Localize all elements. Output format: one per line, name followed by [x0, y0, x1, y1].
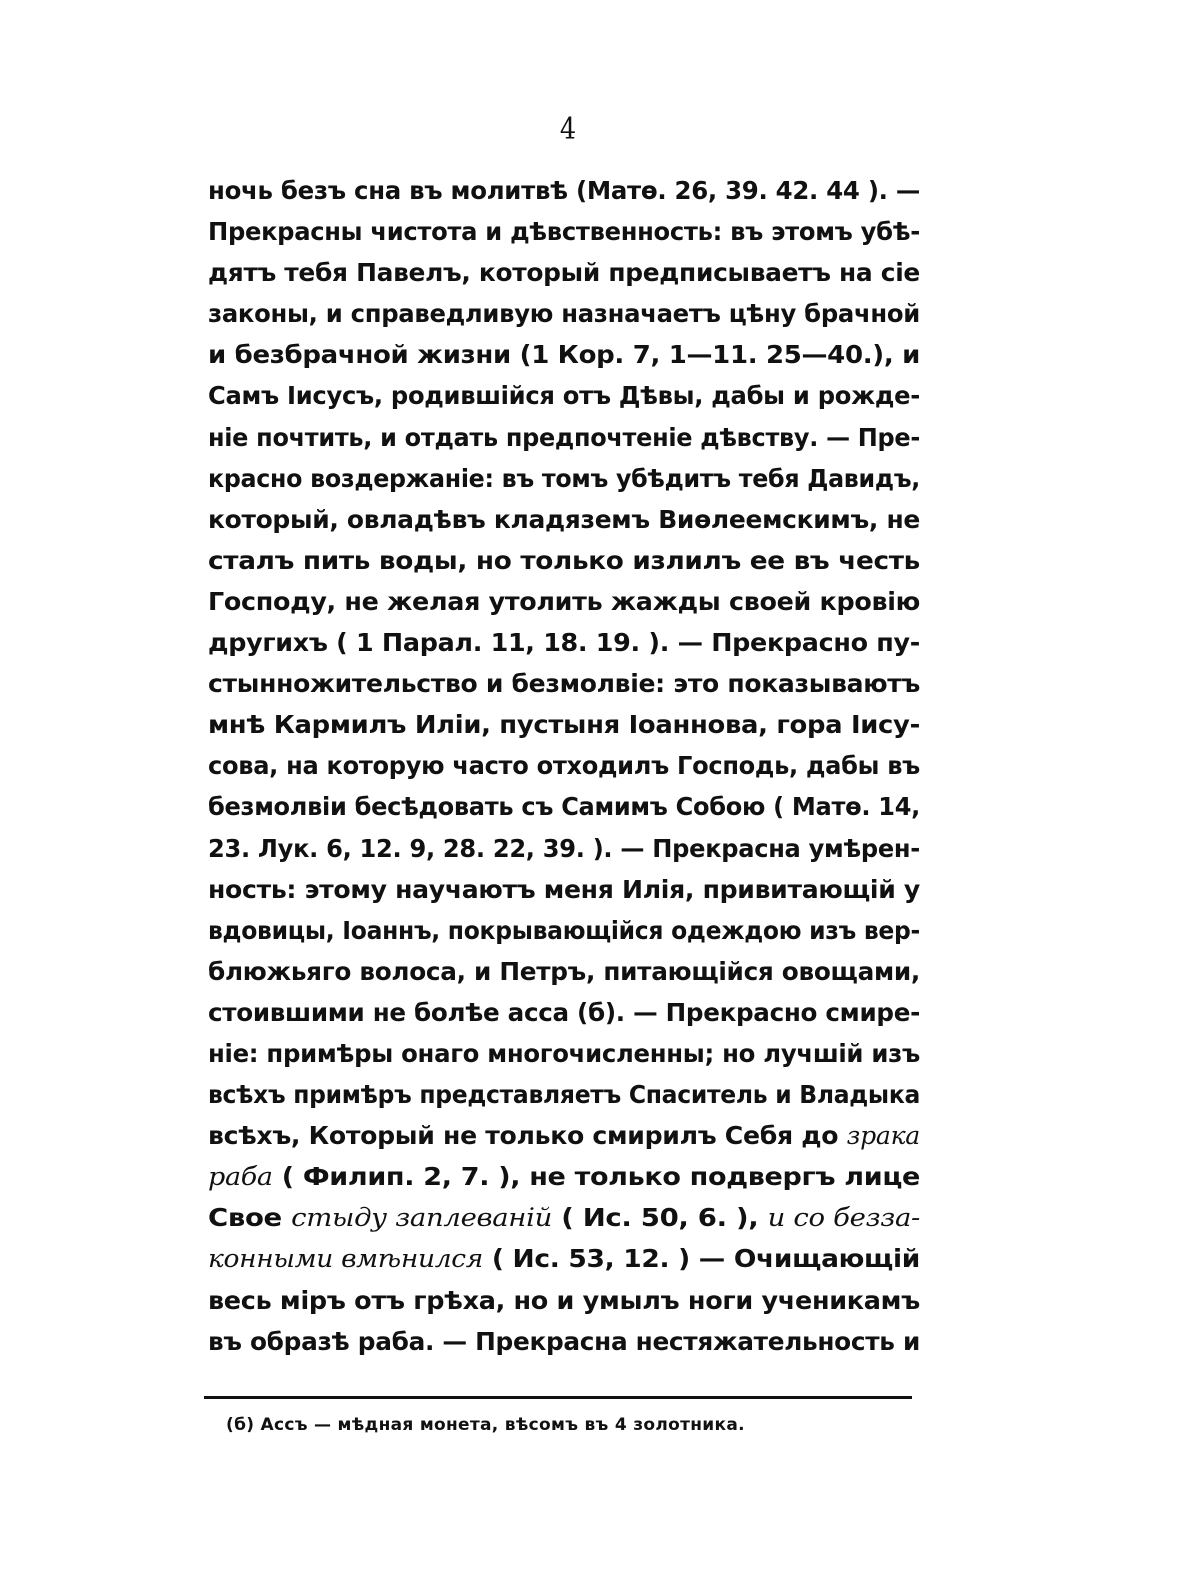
text-segment: который, овладѣвъ кладяземъ Виѳлеемскимъ, не: [208, 504, 920, 534]
text-line: [208, 745, 920, 786]
text-segment: ніе: примѣры онаго многочисленны; но лучшій изъ: [208, 1038, 920, 1068]
text-line: [208, 540, 920, 581]
text-line: [208, 869, 920, 910]
text-segment: и безбрачной жизни (1 Кор. 7, 1—11. 25—40.), и: [208, 340, 920, 370]
text-line: [208, 992, 920, 1033]
text-line: [208, 1238, 920, 1279]
text-line: [208, 252, 920, 293]
text-segment: Самъ Іисусъ, родившійся отъ Дѣвы, дабы и рожде-: [208, 381, 920, 411]
text-line: [208, 375, 920, 416]
text-segment: сова, на которую часто отходилъ Господь, дабы въ: [208, 751, 920, 781]
italic-quote: зрака: [846, 1121, 920, 1151]
text-line: [208, 704, 920, 745]
text-segment: ( Ис. 53, 12. ) — Очищающій: [482, 1244, 920, 1274]
text-line: [208, 334, 920, 375]
text-segment: 23. Лук. 6, 12. 9, 28. 22, 39. ). — Прекрасна умѣрен-: [208, 833, 920, 863]
text-line: [208, 1321, 920, 1362]
text-segment: весь міръ отъ грѣха, но и умылъ ноги ученикамъ: [208, 1285, 920, 1315]
text-line: [208, 1156, 920, 1197]
text-line: [208, 1280, 920, 1321]
text-line: [208, 499, 920, 540]
text-segment: блюжьяго волоса, и Петръ, питающійся овощами,: [208, 956, 920, 986]
italic-quote: и со безза-: [767, 1203, 920, 1233]
text-segment: ніе почтить, и отдать предпочтеніе дѣвству. — Пре-: [208, 422, 920, 452]
text-line: [208, 170, 920, 211]
text-segment: всѣхъ, Который не только смирилъ Себя до: [208, 1121, 847, 1151]
text-segment: дятъ тебя Павелъ, который предписываетъ на сіе: [208, 258, 920, 288]
text-line: [208, 910, 920, 951]
text-line: [208, 663, 920, 704]
text-line: [208, 417, 920, 458]
text-line: [208, 786, 920, 827]
text-segment: всѣхъ примѣръ представляетъ Спаситель и Владыка: [208, 1080, 920, 1110]
footnote: (б) Ассъ — мѣдная монета, вѣсомъ въ 4 золотника.: [226, 1415, 745, 1435]
text-line: [208, 1197, 920, 1238]
footnote-divider: [204, 1396, 912, 1399]
text-segment: Господу, не желая утолить жажды своей кровію: [208, 586, 920, 616]
text-segment: законы, и справедливую назначаетъ цѣну брачной: [208, 299, 920, 329]
text-line: [208, 293, 920, 334]
text-line: [208, 1115, 920, 1156]
page-number: 4: [559, 112, 577, 147]
text-segment: вдовицы, Іоаннъ, покрывающійся одеждою изъ вер-: [208, 915, 920, 945]
text-segment: ночь безъ сна въ молитвѣ (Матѳ. 26, 39. 42. 44 ). —: [208, 176, 920, 205]
text-line: [208, 951, 920, 992]
text-segment: безмолвіи бесѣдовать съ Самимъ Собою ( Матѳ. 14,: [208, 792, 920, 822]
text-line: [208, 211, 920, 252]
text-segment: красно воздержаніе: въ томъ убѣдитъ тебя Давидъ,: [208, 463, 920, 493]
italic-quote: раба: [208, 1162, 273, 1192]
text-segment: другихъ ( 1 Парал. 11, 18. 19. ). — Прекрасно пу-: [208, 628, 920, 658]
italic-quote: стыду заплеваній: [291, 1203, 552, 1233]
text-line: [208, 1074, 920, 1115]
text-line: [208, 458, 920, 499]
text-segment: ( Филип. 2, 7. ), не только подвергъ лице: [272, 1162, 920, 1192]
text-segment: сталъ пить воды, но только излилъ ее въ честь: [208, 545, 920, 575]
text-segment: ( Ис. 50, 6. ),: [551, 1203, 768, 1233]
text-line: [208, 828, 920, 869]
text-segment: мнѣ Кармилъ Иліи, пустыня Іоаннова, гора Іису-: [208, 710, 920, 740]
text-segment: Свое: [208, 1203, 292, 1233]
text-segment: въ образѣ раба. — Прекрасна нестяжательность и: [208, 1326, 920, 1356]
text-segment: стоившими не болѣе асса (б). — Прекрасно смире-: [208, 997, 920, 1027]
text-segment: Прекрасны чистота и дѣвственность: въ этомъ убѣ-: [208, 217, 920, 247]
text-line: [208, 1033, 920, 1074]
text-line: [208, 581, 920, 622]
text-segment: стынножительство и безмолвіе: это показываютъ: [208, 669, 920, 699]
body-text: [208, 170, 920, 1362]
text-line: [208, 622, 920, 663]
italic-quote: конными вмѣнился: [208, 1244, 483, 1274]
text-segment: ность: этому научаютъ меня Илія, привитающій у: [208, 874, 920, 904]
